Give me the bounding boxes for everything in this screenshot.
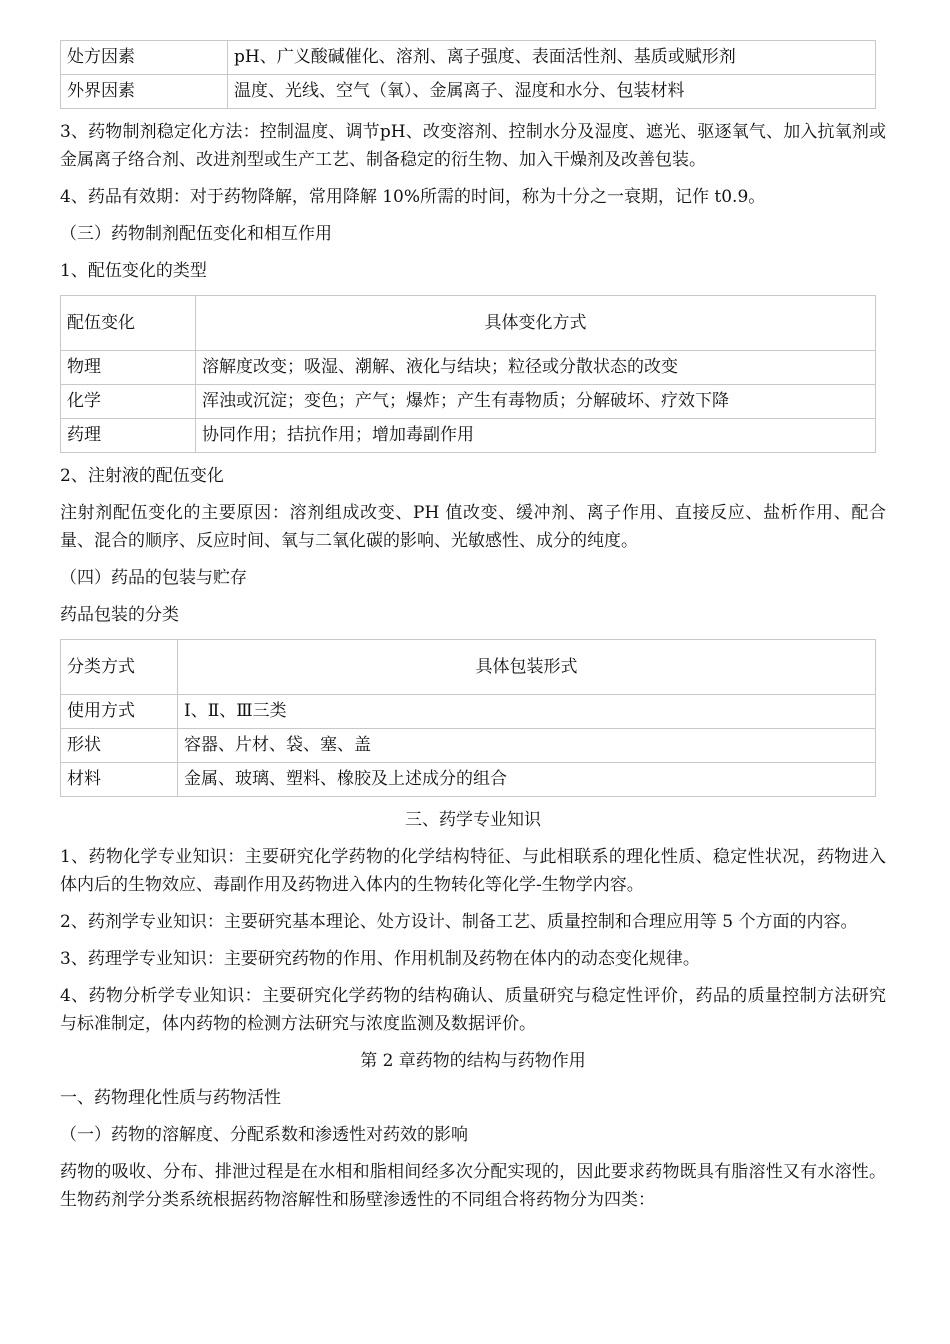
table-row: [61, 41, 876, 75]
heading-packaging: （四）药品的包装与贮存: [60, 568, 247, 588]
table-cell-content: 温度、光线、空气（氧）、金属离子、湿度和水分、包装材料: [228, 75, 876, 109]
table-cell-content: 金属、玻璃、塑料、橡胶及上述成分的组合: [178, 763, 876, 797]
packaging-table: [60, 639, 876, 797]
table-cell-content: 容器、片材、袋、塞、盖: [178, 729, 876, 763]
table-row: [61, 351, 876, 385]
table-cell-label: 使用方式: [61, 695, 178, 729]
chapter-title: 第 2 章药物的结构与药物作用: [360, 1051, 586, 1071]
table-cell-label: 物理: [61, 351, 196, 385]
factors-table: [60, 40, 876, 109]
table-row: [61, 763, 876, 797]
table-header-row: [61, 296, 876, 351]
knowledge-item: 4、药物分析学专业知识：主要研究化学药物的结构确认、质量研究与稳定性评价，药品的质量控制方法研究与标准制定，体内药物的检测方法研究与浓度监测及数据评价。: [60, 986, 886, 1034]
knowledge-item: 3、药理学专业知识：主要研究药物的作用、作用机制及药物在体内的动态变化规律。: [60, 949, 700, 969]
table-row: [61, 729, 876, 763]
compatibility-table: [60, 295, 876, 453]
heading-compatibility-types: 1、配伍变化的类型: [60, 261, 207, 281]
table-cell-content: 溶解度改变；吸湿、潮解、液化与结块；粒径或分散状态的改变: [196, 351, 876, 385]
knowledge-item: 2、药剂学专业知识：主要研究基本理论、处方设计、制备工艺、质量控制和合理应用等 5 个方面的内容。: [60, 912, 858, 932]
table-header-row: [61, 640, 876, 695]
section-title: 三、药学专业知识: [405, 810, 541, 830]
knowledge-item: 1、药物化学专业知识：主要研究化学药物的化学结构特征、与此相联系的理化性质、稳定性状况，药物进入体内后的生物效应、毒副作用及药物进入体内的生物转化等化学-生物学内容。: [60, 847, 886, 895]
paragraph-injection: 注射剂配伍变化的主要原因：溶剂组成改变、PH 值改变、缓冲剂、离子作用、直接反应、盐析作用、配合量、混合的顺序、反应时间、氧与二氧化碳的影响、光敏感性、成分的纯度。: [60, 503, 886, 551]
table-cell-content: pH、广义酸碱催化、溶剂、离子强度、表面活性剂、基质或赋形剂: [228, 41, 876, 75]
table-header-cell: 配伍变化: [61, 296, 196, 351]
table-row: [61, 419, 876, 453]
table-cell-content: 协同作用；拮抗作用；增加毒副作用: [196, 419, 876, 453]
table-cell-label: 外界因素: [61, 75, 228, 109]
table-cell-label: 药理: [61, 419, 196, 453]
heading-compatibility: （三）药物制剂配伍变化和相互作用: [60, 224, 332, 244]
paragraph-shelf-life: 4、药品有效期：对于药物降解，常用降解 10%所需的时间，称为十分之一衰期，记作 t0.9。: [60, 187, 766, 207]
heading-solubility: （一）药物的溶解度、分配系数和渗透性对药效的影响: [60, 1125, 468, 1145]
heading-packaging-class: 药品包装的分类: [60, 605, 179, 625]
table-cell-label: 化学: [61, 385, 196, 419]
heading-physchem: 一、药物理化性质与药物活性: [60, 1088, 281, 1108]
table-cell-label: 处方因素: [61, 41, 228, 75]
table-cell-content: Ⅰ、Ⅱ、Ⅲ三类: [178, 695, 876, 729]
paragraph-stabilization: 3、药物制剂稳定化方法：控制温度、调节pH、改变溶剂、控制水分及湿度、遮光、驱逐氧气、加入抗氧剂或金属离子络合剂、改进剂型或生产工艺、制备稳定的衍生物、加入干燥剂及改善包装。: [60, 122, 886, 170]
table-cell-label: 材料: [61, 763, 178, 797]
paragraph-absorption: 药物的吸收、分布、排泄过程是在水相和脂相间经多次分配实现的，因此要求药物既具有脂溶性又有水溶性。生物药剂学分类系统根据药物溶解性和肠壁渗透性的不同组合将药物分为四类：: [60, 1162, 886, 1210]
table-header-cell: 分类方式: [61, 640, 178, 695]
table-row: [61, 75, 876, 109]
heading-injection: 2、注射液的配伍变化: [60, 466, 224, 486]
table-row: [61, 385, 876, 419]
table-header-cell: 具体包装形式: [178, 640, 876, 695]
table-row: [61, 695, 876, 729]
table-cell-label: 形状: [61, 729, 178, 763]
document-page: [60, 40, 886, 1214]
table-cell-content: 浑浊或沉淀；变色；产气；爆炸；产生有毒物质；分解破坏、疗效下降: [196, 385, 876, 419]
table-header-cell: 具体变化方式: [196, 296, 876, 351]
